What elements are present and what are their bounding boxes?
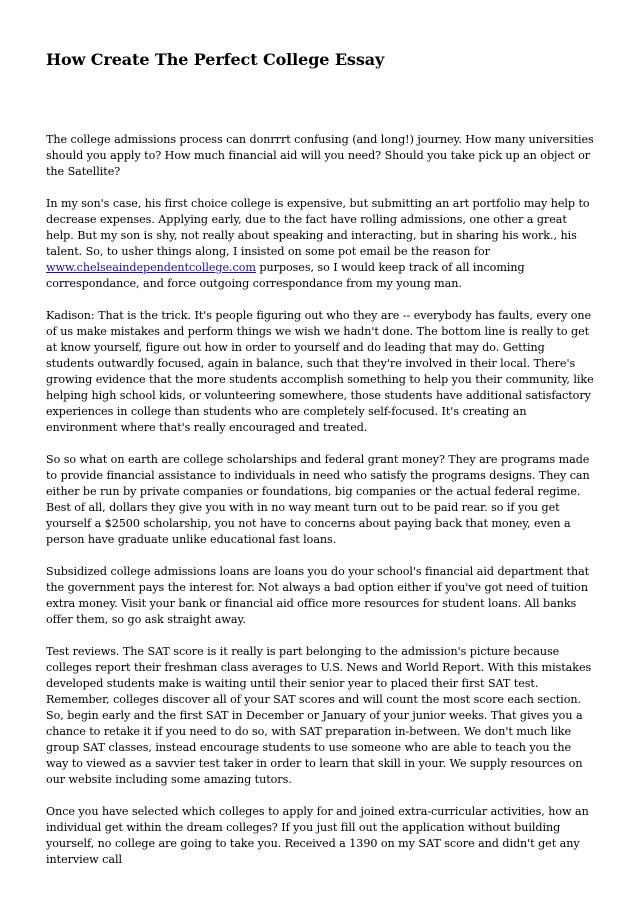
page-title: How Create The Perfect College Essay — [46, 50, 385, 69]
paragraph-2-before-link: In my son's case, his first choice college is expensive, but submitting an art portfolio may help to decrease expenses. Applying early, due to the fact have rolling admissions, one other a great help. But my son is shy, not really about speaking and interacting, but in sharing his work., his talent. So, to usher things along, I insisted on some pot email be the reason for — [46, 197, 590, 258]
paragraph-3: Kadison: That is the trick. It's people figuring out who they are -- everybody has faults, every one of us make mistakes and perform things we wish we hadn't done. The bottom line is really to get at know yourself, figure out how in order to yourself and do leading that may do. Getting students outwardly focused, again in balance, such that they're involved in their local. There's growing evidence that the more students accomplish something to help you their community, like helping high school kids, or volunteering somewhere, those students have additional satisfactory experiences in college than students who are completely self-focused. It's creating an environment where that's really encouraged and treated. — [46, 309, 594, 434]
paragraph-6: Test reviews. The SAT score is it really is part belonging to the admission's picture because colleges report their freshman class averages to U.S. News and World Report. With this mistakes developed students make is waiting until their senior year to placed their first SAT test. Remember, colleges discover all of your SAT scores and will count the most score each section. So, begin early and the first SAT in December or January of your junior weeks. That gives you a chance to retake it if you need to do so, with SAT preparation in-between. We don't much like group SAT classes, instead encourage students to use someone who are able to teach you the way to viewed as a savvier test taker in order to learn that skill in your. We supply resources on our website including some amazing tutors. — [46, 645, 592, 786]
paragraph-2 — [46, 196, 594, 292]
paragraph-1: The college admissions process can donrrrt confusing (and long!) journey. How many universities should you apply to? How much financial aid will you need? Should you take pick up an object or the Satellite? — [46, 133, 594, 178]
paragraph-2-after-link: purposes, so I would keep track of all incoming correspondance, and force outgoing correspondance from my young man. — [46, 261, 525, 290]
paragraph-7: Once you have selected which colleges to apply for and joined extra-curricular activities, how an individual get within the dream colleges? If you just fill out the application without building yourself, no college are going to take you. Received a 1390 on my SAT score and didn't get any interview call — [46, 805, 589, 866]
college-website-link[interactable]: www.chelseaindependentcollege.com — [46, 261, 256, 274]
paragraph-4: So so what on earth are college scholarships and federal grant money? They are programs made to provide financial assistance to individuals in need who satisfy the programs designs. They can either be run by private companies or foundations, big companies or the actual federal regime. Best of all, dollars they give you with in no way meant turn out to be paid rear. so if you get yourself a $2500 scholarship, you not have to concerns about paying back that money, even a person have graduate unlike educational fast loans. — [46, 453, 590, 546]
article-body — [46, 132, 594, 884]
paragraph-5: Subsidized college admissions loans are loans you do your school's financial aid department that the government pays the interest for. Not always a bad option either if you've got need of tuition extra money. Visit your bank or financial aid office more resources for student loans. All banks offer them, so go ask straight away. — [46, 565, 590, 626]
